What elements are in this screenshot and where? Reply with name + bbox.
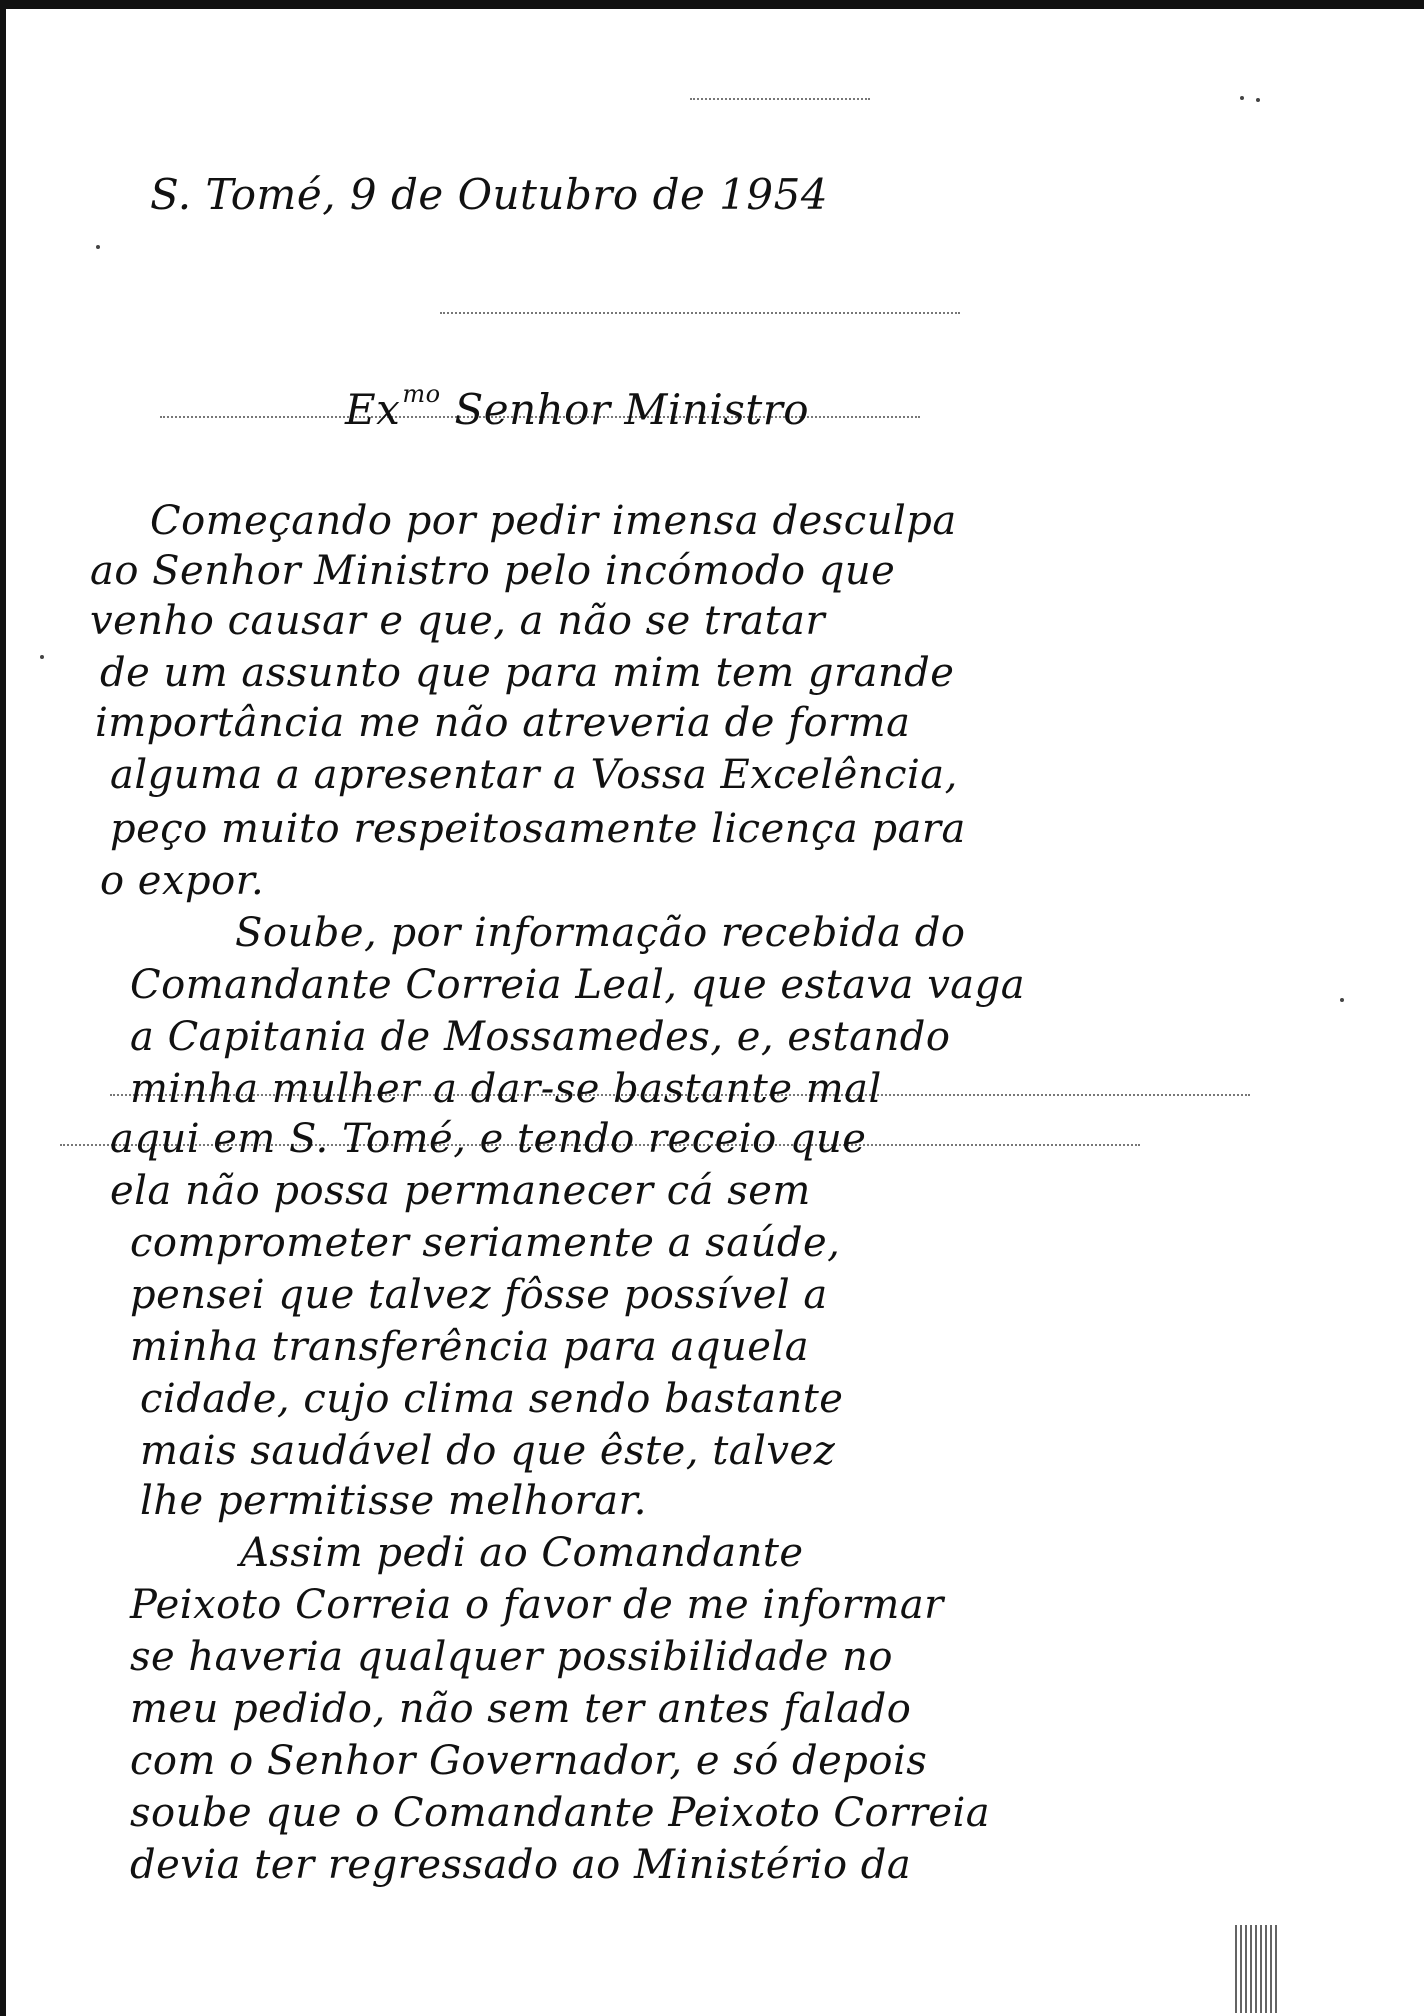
scan-left-border <box>0 0 6 2016</box>
letter-line: lhe permitisse melhorar. <box>140 1478 648 1524</box>
letter-line: minha mulher a dar-se bastante mal <box>130 1066 882 1112</box>
letter-line: devia ter regressado ao Ministério da <box>130 1842 912 1888</box>
ruling-line <box>440 312 960 314</box>
letter-line: importância me não atreveria de forma <box>95 700 911 746</box>
letter-line: soube que o Comandante Peixoto Correia <box>130 1790 991 1836</box>
scan-speck <box>96 245 100 249</box>
letter-line: aqui em S. Tomé, e tendo receio que <box>110 1116 867 1162</box>
scan-edge-artifact <box>1235 1925 1277 2013</box>
letter-line: comprometer seriamente a saúde, <box>130 1220 841 1266</box>
letter-date: S. Tomé, 9 de Outubro de 1954 <box>150 170 829 219</box>
letter-line: Comandante Correia Leal, que estava vaga <box>130 962 1026 1008</box>
ruling-line <box>690 98 870 100</box>
letter-line: meu pedido, não sem ter antes falado <box>130 1686 912 1732</box>
letter-line: mais saudável do que êste, talvez <box>140 1428 836 1474</box>
salutation-prefix: Ex <box>345 385 401 434</box>
letter-line: o expor. <box>100 858 265 904</box>
scan-speck <box>40 655 44 659</box>
letter-line: ela não possa permanecer cá sem <box>110 1168 811 1214</box>
letter-line: ao Senhor Ministro pelo incómodo que <box>90 548 896 594</box>
letter-line: venho causar e que, a não se tratar <box>90 598 826 644</box>
scan-speck <box>1340 998 1344 1002</box>
salutation-superscript: mo <box>402 380 441 408</box>
salutation-rest: Senhor Ministro <box>454 385 810 434</box>
letter-line: Peixoto Correia o favor de me informar <box>130 1582 944 1628</box>
letter-line: Soube, por informação recebida do <box>235 910 966 956</box>
letter-line: Começando por pedir imensa desculpa <box>150 498 957 544</box>
letter-line: se haveria qualquer possibilidade no <box>130 1634 893 1680</box>
letter-line: peço muito respeitosamente licença para <box>110 806 966 852</box>
scan-speck <box>1240 96 1244 100</box>
letter-line: pensei que talvez fôsse possível a <box>130 1272 828 1318</box>
letter-salutation <box>345 380 809 434</box>
letter-line: de um assunto que para mim tem grande <box>100 650 955 696</box>
letter-line: Assim pedi ao Comandante <box>240 1530 804 1576</box>
letter-line: minha transferência para aquela <box>130 1324 810 1370</box>
letter-line: cidade, cujo clima sendo bastante <box>140 1376 844 1422</box>
scan-top-border <box>0 0 1424 9</box>
scan-speck <box>1256 98 1260 102</box>
letter-line: alguma a apresentar a Vossa Excelência, <box>110 752 958 798</box>
letter-line: a Capitania de Mossamedes, e, estando <box>130 1014 951 1060</box>
letter-line: com o Senhor Governador, e só depois <box>130 1738 928 1784</box>
